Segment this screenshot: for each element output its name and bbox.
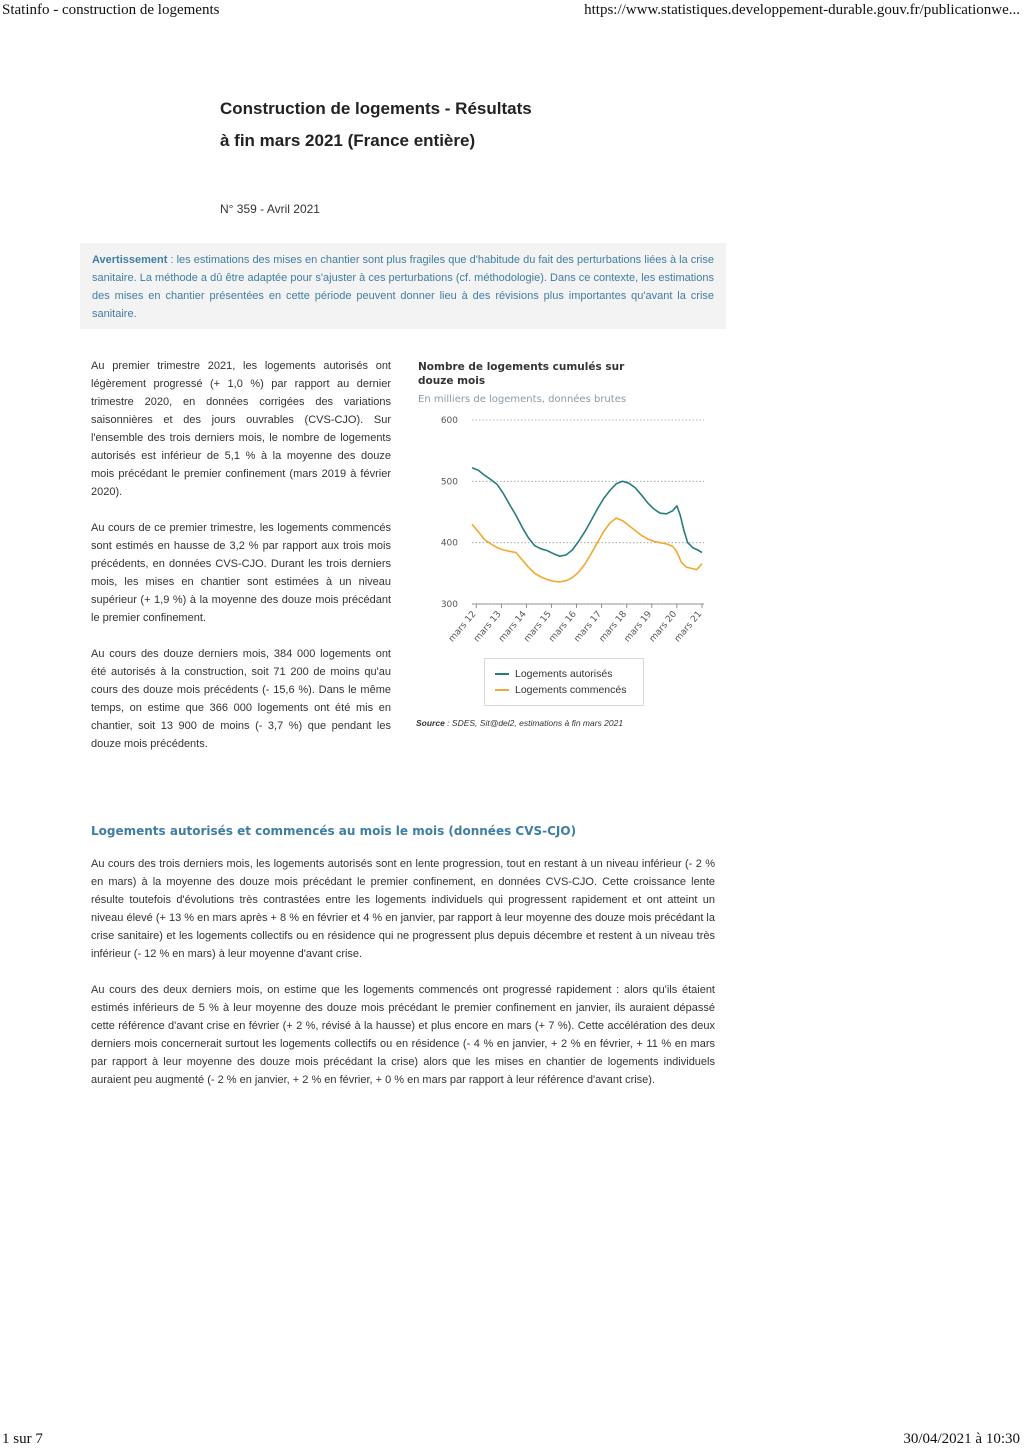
y-tick-label-300: 300 — [440, 600, 458, 610]
print-timestamp: 30/04/2021 à 10:30 — [903, 1431, 1020, 1447]
x-tick-label-2: mars 14 — [497, 609, 529, 645]
series-line-0 — [472, 468, 702, 556]
print-header-title: Statinfo - construction de logements — [2, 2, 220, 18]
issue-number: N° 359 - Avril 2021 — [220, 202, 320, 216]
summary-paragraph-3: Au cours des douze derniers mois, 384 000 logements ont été autorisés à la construction, soit 71 200 de moins qu'au cours des douze mois précédents (- 15,6 %). Dans le même temps, on estime que 366 000 logements ont été mis en chantier, soit 13 900 de moins (- 3,7 %) que pendant les douze mois précédents. — [91, 648, 391, 750]
print-header — [0, 2, 1024, 22]
warning-text: : les estimations des mises en chantier sont plus fragiles que d'habitude du fait des perturbations liées à la crise sanitaire. La méthode a dû être adaptée pour s'ajuster à ces perturbations (cf. méthodologie). Dans ce contexte, les estimations des mises en chantier présentées en cette période peuvent donner lieu à des révisions plus importantes qu'avant la crise sanitaire. — [92, 254, 714, 320]
detail-paragraph-2: Au cours des deux derniers mois, on estime que les logements commencés ont progressé rapidement : alors qu'ils étaient estimés inférieurs de 5 % à leur moyenne des douze mois précédant le premier confinement en janvier, ils auraient dépassé cette référence d'avant crise en février (+ 2 %, révisé à la hausse) et plus encore en mars (+ 7 %). Cette accélération des deux derniers mois concernerait surtout les logements collectifs ou en résidence (- 4 % en janvier, + 2 % en février, + 11 % en mars par rapport à leur moyenne des douze mois précédant la crise) alors que les mises en chantier de logements individuels auraient peu augmenté (- 2 % en janvier, + 2 % en février, + 0 % en mars par rapport à leur référence d'avant crise). — [91, 984, 715, 1086]
legend-swatch-commences — [495, 689, 509, 691]
x-tick-label-0: mars 12 — [447, 609, 479, 645]
x-tick-label-6: mars 18 — [597, 609, 630, 645]
legend-item-autorises — [495, 667, 612, 681]
x-tick-label-7: mars 19 — [622, 609, 655, 645]
detail-paragraph-1: Au cours des trois derniers mois, les logements autorisés sont en lente progression, tout en restant à un niveau inférieur (- 2 % en mars) à la moyenne des douze mois précédant le premier confinement, en données CVS-CJO. Cette croissance lente résulte toutefois d'évolutions très contrastées entre les logements individuels qui progressent rapidement et ont atteint un niveau élevé (+ 13 % en mars après + 8 % en février et 4 % en janvier, par rapport à leur moyenne des douze mois précédant la crise sanitaire) et les logements collectifs ou en résidence qui ne progressent plus depuis décembre et restent à un niveau très inférieur (- 12 % en mars) à leur moyenne d'avant crise. — [91, 858, 715, 960]
legend-label-commences: Logements commencés — [515, 684, 627, 696]
summary-column — [91, 357, 391, 771]
article-title: Construction de logements - Résultats à fin mars 2021 (France entière) — [220, 99, 532, 150]
warning-box — [80, 243, 726, 329]
y-tick-label-500: 500 — [440, 477, 458, 488]
x-tick-label-8: mars 20 — [647, 609, 680, 645]
summary-paragraph-2: Au cours de ce premier trimestre, les logements commencés sont estimés en hausse de 3,2 % par rapport aux trois mois précédents, en données CVS-CJO. Durant les trois derniers mois, les mises en chantier sont estimées à un niveau supérieur (+ 1,9 %) à la moyenne des douze mois précédant le premier confinement. — [91, 522, 391, 624]
legend-item-commences — [495, 683, 626, 697]
warning-label: Avertissement — [92, 254, 168, 266]
section-heading: Logements autorisés et commencés au mois le mois (données CVS-CJO) — [91, 824, 577, 838]
print-header-url[interactable]: https://www.statistiques.developpement-durable.gouv.fr/publicationwe... — [584, 2, 1020, 18]
y-tick-label-400: 400 — [440, 538, 458, 549]
y-tick-label-600: 600 — [440, 416, 458, 426]
legend-label-autorises: Logements autorisés — [515, 668, 613, 680]
summary-paragraph-1: Au premier trimestre 2021, les logements autorisés ont légèrement progressé (+ 1,0 %) par rapport au dernier trimestre 2020, en données corrigées des variations saisonnières et des jours ouvrables (CVS-CJO). Sur l'ensemble des trois derniers mois, le nombre de logements autorisés est inférieur de 5,1 % à la moyenne des douze mois précédant le premier confinement (mars 2019 à février 2020). — [91, 360, 391, 498]
chart-source — [416, 718, 716, 728]
print-footer — [0, 1431, 1024, 1451]
chart-title: Nombre de logements cumulés sur douze mois — [418, 361, 625, 387]
chart-subtitle: En milliers de logements, données brutes — [418, 394, 627, 405]
chart-legend — [484, 658, 644, 706]
page-counter: 1 sur 7 — [2, 1431, 43, 1447]
x-tick-label-9: mars 21 — [672, 609, 705, 645]
x-tick-label-4: mars 16 — [547, 609, 579, 645]
x-tick-label-1: mars 13 — [472, 609, 504, 645]
x-tick-label-5: mars 17 — [572, 609, 604, 645]
chart-source-label: Source — [416, 718, 445, 728]
legend-swatch-autorises — [495, 673, 509, 675]
line-chart — [418, 412, 718, 652]
chart-block — [416, 360, 718, 728]
chart-source-text: : SDES, Sit@del2, estimations à fin mars 2021 — [444, 718, 624, 728]
x-tick-label-3: mars 15 — [522, 609, 554, 645]
detail-body — [91, 855, 715, 1107]
